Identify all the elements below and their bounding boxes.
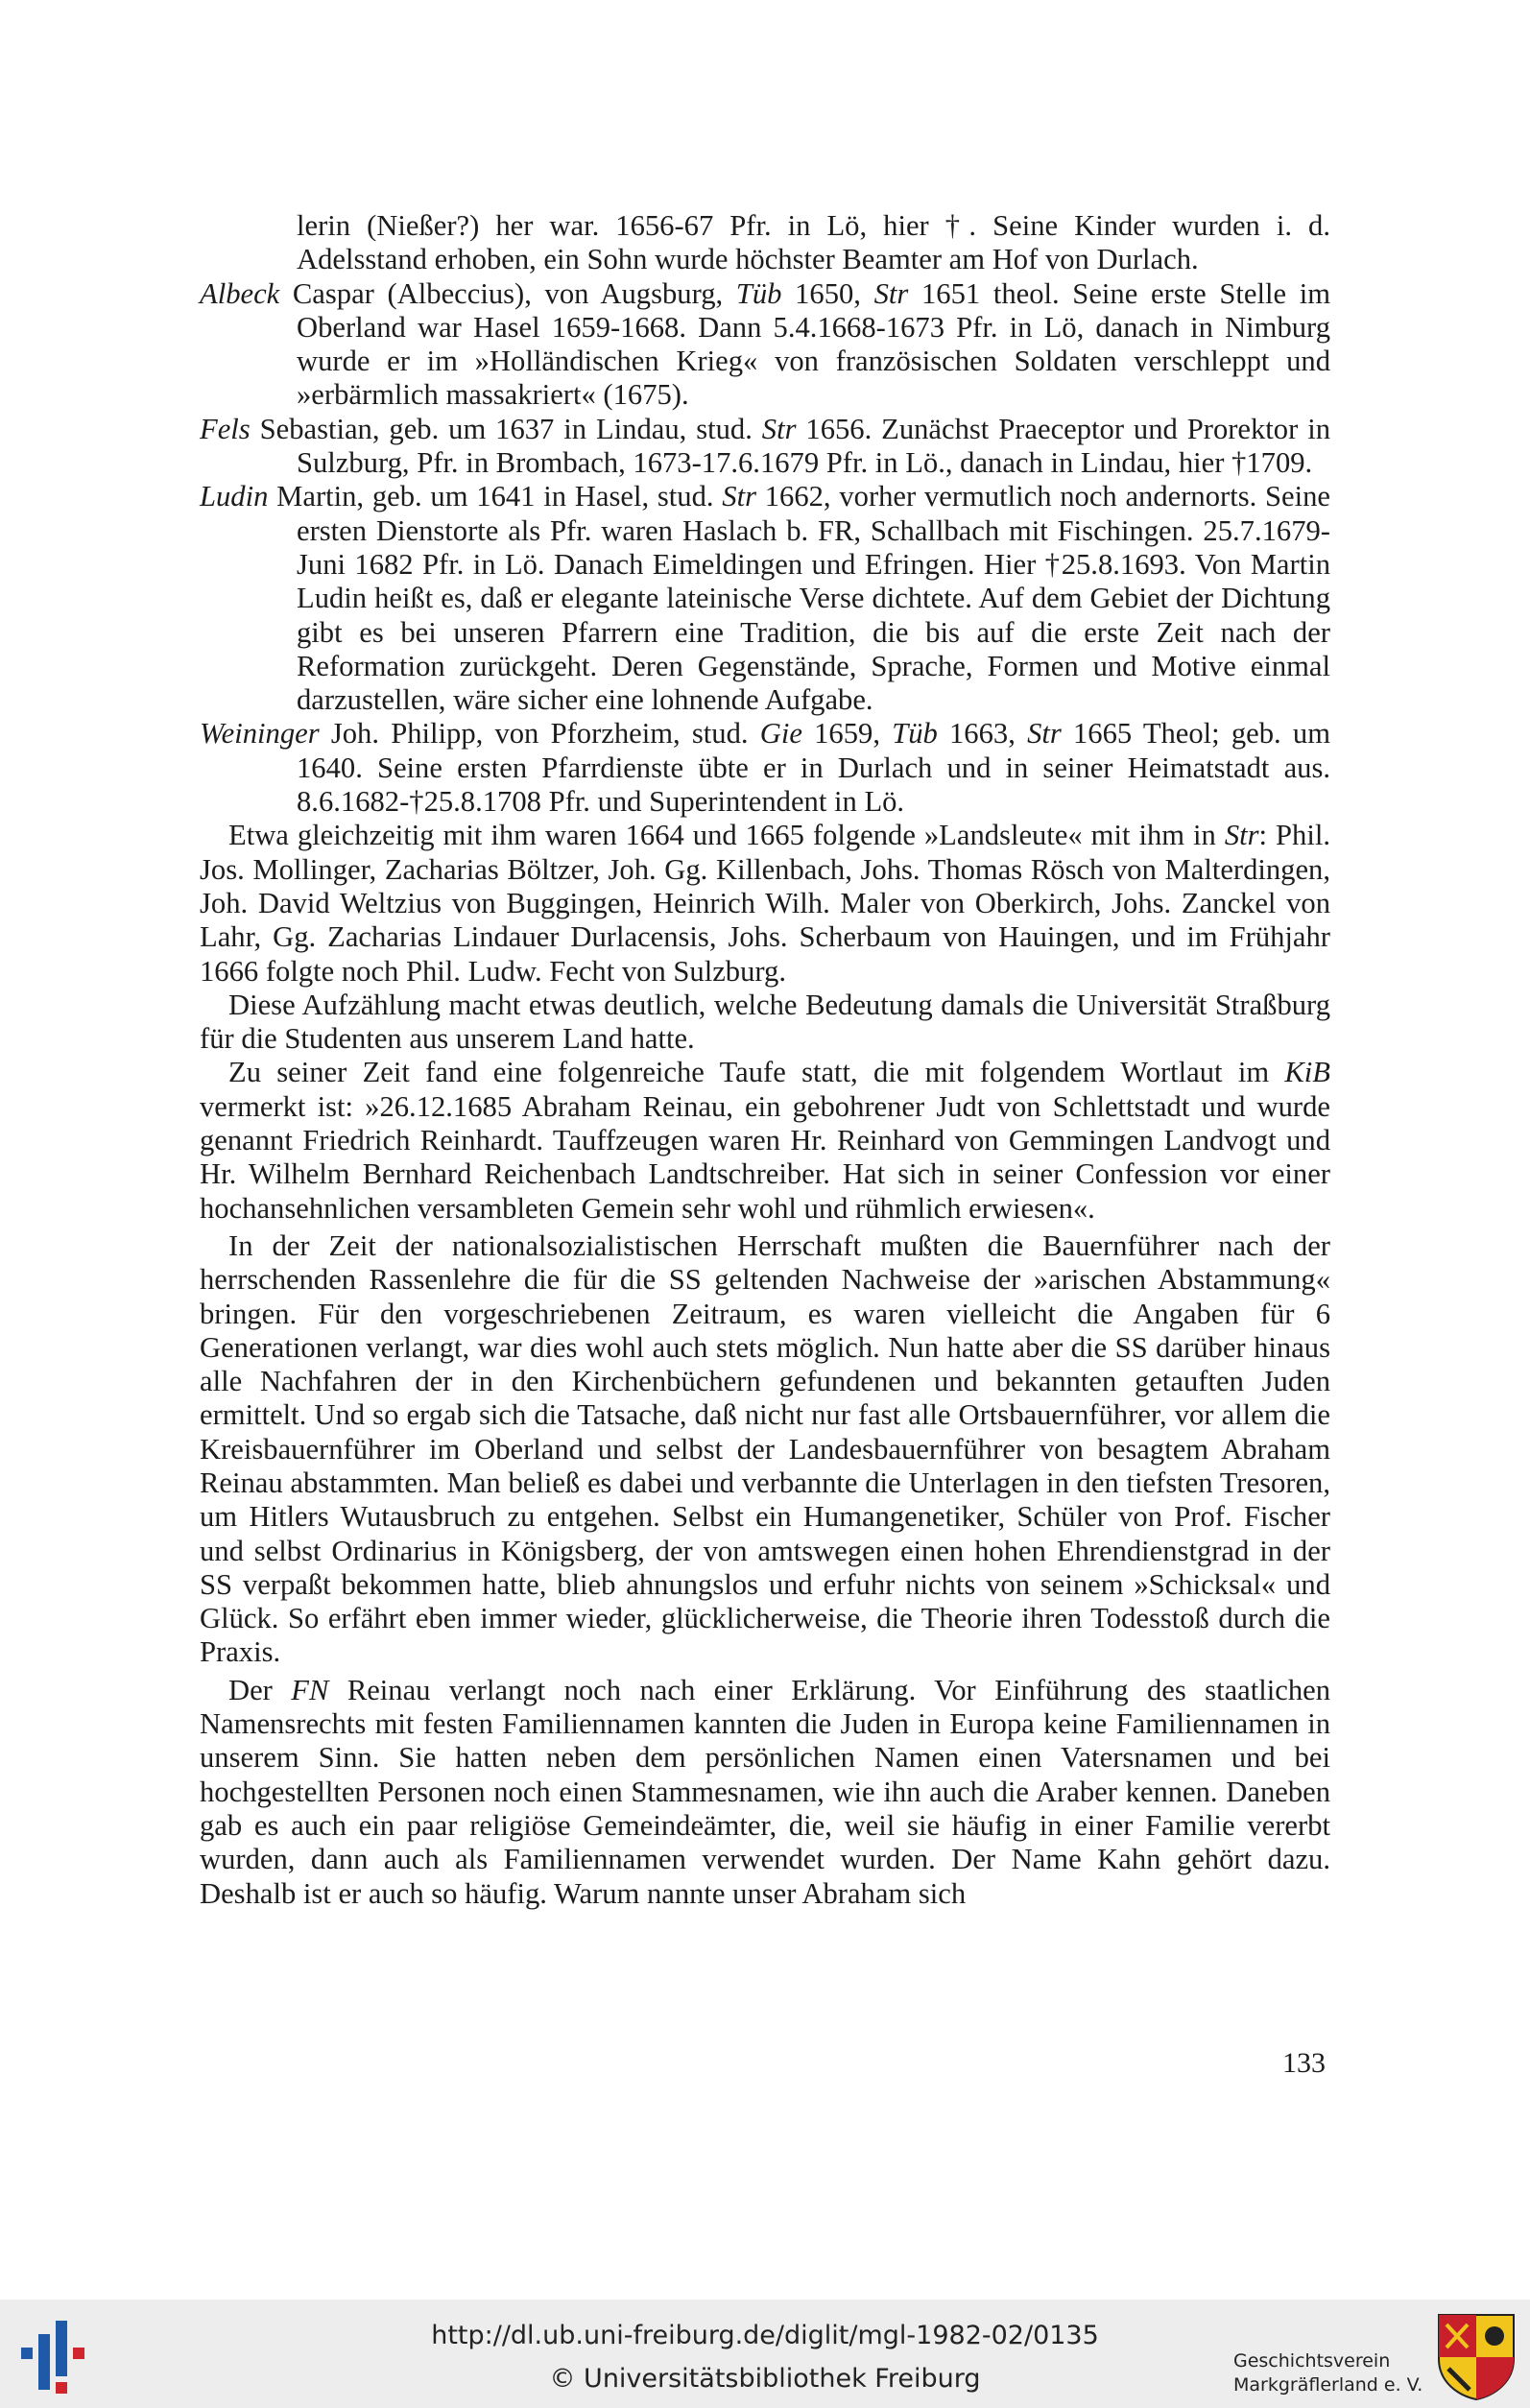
entry-surname: Weininger (200, 717, 320, 751)
register-entry: Albeck Caspar (Albeccius), von Augsburg, Tüb 1650, Str 1651 theol. Seine erste Stelle im Oberland war Hasel 1659-1668. Dann 5.4.1668-1673 Pfr. in Lö, danach in Nimburg wurde er im »Holländischen Krieg« von französischen Soldaten verschleppt und »erbärmlich massakriert« (1675). (200, 276, 1330, 412)
footer-url[interactable]: http://dl.ub.uni-freiburg.de/diglit/mgl-1982-02/0135 (431, 2321, 1099, 2350)
italic-abbrev: FN (291, 1673, 329, 1706)
coat-of-arms-icon (1435, 2311, 1518, 2401)
paragraph: Etwa gleichzeitig mit ihm waren 1664 und 1665 folgende »Landsleute« mit ihm in Str: Phil. Jos. Mollinger, Zacharias Böltzer, Joh. Gg. Killenbach, Johs. Thomas Rösch von Malterdingen, Joh. David Weltzius von Buggingen, Heinrich Wilh. Maler von Oberkirch, Johs. Zanckel von Lahr, Gg. Zacharias Lindauer Durlacensis, Johs. Scherbaum von Hauingen, und im Frühjahr 1666 folgte noch Phil. Ludw. Fecht von Sulzburg. (200, 819, 1330, 988)
italic-abbrev: Str (873, 276, 909, 310)
paragraph: Der FN Reinau verlangt noch nach einer Erklärung. Vor Einführung des staatlichen Namensrechts mit festen Familiennamen kannten die Juden in Europa keine Familiennamen in unserem Sinn. Sie hatten neben dem persönlichen Namen einen Vatersnamen und bei hochgestellten Personen noch einen Stammesnamen, wie ihn auch die Araber kennen. Daneben gab es auch ein paar religiöse Gemeindeämter, die, weil sie häufig in einer Familie vererbt wurden, dann auch als Familiennamen verwendet wurden. Der Name Kahn gehört dazu. Deshalb ist er auch so häufig. Warum nannte unser Abraham sich (200, 1673, 1330, 1910)
italic-abbrev: Str (722, 480, 756, 513)
paragraph: In der Zeit der nationalsozialistischen Herrschaft mußten die Bauernführer nach der herrschenden Rassenlehre die für die SS geltenden Nachweise der »arischen Abstammung« bringen. Für den vorgeschriebenen Zeitraum, es waren vielleicht die Angaben für 6 Generationen verlangt, war dies wohl auch stets möglich. Nun hatte aber die SS darüber hinaus alle Nachfahren der in den Kirchenbüchern gefundenen und bekannten getauften Juden ermittelt. Und so ergab sich die Tatsache, daß nicht nur fast alle Ortsbauernführer, vor allem die Kreisbauernführer im Oberland und selbst der Landesbauernführer von besagtem Abraham Reinau abstammten. Man beließ es dabei und verbannte die Unterlagen in den tiefsten Tresoren, um Hitlers Wutausbruch zu entgehen. Selbst ein Humangenetiker, Schüler von Prof. Fischer und selbst Ordinarius in Königsberg, der von amtswegen einen hohen Ehrendienstgrad in der SS verpaßt bekommen hatte, blieb ahnungslos und erfuhr nichts von seinem »Schicksal« und Glück. So erfährt eben immer wieder, glücklicherweise, die Theorie ihren Todesstoß durch die Praxis. (200, 1228, 1330, 1669)
italic-abbrev: Str (1224, 819, 1259, 852)
page-number: 133 (1282, 2047, 1326, 2079)
footer-copyright: © Universitätsbibliothek Freiburg (549, 2364, 981, 2394)
footer-bar (0, 2300, 1530, 2408)
body-paragraphs (200, 819, 1330, 1911)
society-name (1233, 2349, 1435, 2397)
entry-surname: Albeck (200, 276, 280, 310)
society-name-line1: Geschichtsverein (1233, 2350, 1391, 2372)
register-entry: Ludin Martin, geb. um 1641 in Hasel, stud. Str 1662, vorher vermutlich noch andernorts. Seine ersten Dienstorte als Pfr. waren Haslach b. FR, Schallbach mit Fischingen. 25.7.1679-Juni 1682 Pfr. in Lö. Danach Eimeldingen und Efringen. Hier †25.8.1693. Von Martin Ludin heißt es, daß er elegante lateinische Verse dichtete. Auf dem Gebiet der Dichtung gibt es bei unseren Pfarrern eine Tradition, die bis auf die erste Zeit nach der Reformation zurückgeht. Deren Gegenstände, Sprache, Formen und Motive einmal darzustellen, wäre sicher eine lohnende Aufgabe. (200, 480, 1330, 717)
page-body (200, 209, 1330, 1911)
italic-abbrev: Gie (759, 717, 802, 751)
register-entry: Weininger Joh. Philipp, von Pforzheim, stud. Gie 1659, Tüb 1663, Str 1665 Theol; geb. um 1640. Seine ersten Pfarrdienste übte er in Durlach und in seiner Heimatstadt aus. 8.6.1682-†25.8.1708 Pfr. und Superintendent in Lö. (200, 717, 1331, 819)
paragraph: Zu seiner Zeit fand eine folgenreiche Taufe statt, die mit folgendem Wortlaut im KiB vermerkt ist: »26.12.1685 Abraham Reinau, ein gebohrener Judt von Schlettstadt und wurde genannt Friedrich Reinhardt. Tauffzeugen waren Hr. Reinhard von Gemmingen Landvogt und Hr. Wilhelm Bernhard Reichenbach Landtschreiber. Hat sich in seiner Confession vor einer hochansehnlichen versambleten Gemein sehr wohl und rühmlich erwiesen«. (200, 1056, 1330, 1225)
register-entries (200, 209, 1330, 819)
italic-abbrev: KiB (1284, 1056, 1330, 1089)
register-entry-continuation: lerin (Nießer?) her war. 1656-67 Pfr. in Lö, hier †. Seine Kinder wurden i. d. Adelsstand erhoben, ein Sohn wurde höchster Beamter am Hof von Durlach. (297, 209, 1330, 276)
entry-surname: Fels (200, 412, 251, 445)
paragraph: Diese Aufzählung macht etwas deutlich, welche Bedeutung damals die Universität Straßburg für die Studenten aus unserem Land hatte. (200, 988, 1330, 1056)
register-entry: Fels Sebastian, geb. um 1637 in Lindau, stud. Str 1656. Zunächst Praeceptor und Prorektor in Sulzburg, Pfr. in Brombach, 1673-17.6.1679 Pfr. in Lö., danach in Lindau, hier †1709. (200, 412, 1330, 480)
italic-abbrev: Tüb (735, 276, 782, 310)
society-name-line2: Markgräflerland e. V. (1233, 2374, 1423, 2396)
italic-abbrev: Tüb (892, 717, 938, 751)
entry-surname: Ludin (200, 480, 269, 513)
italic-abbrev: Str (1027, 717, 1062, 751)
italic-abbrev: Str (761, 412, 797, 445)
